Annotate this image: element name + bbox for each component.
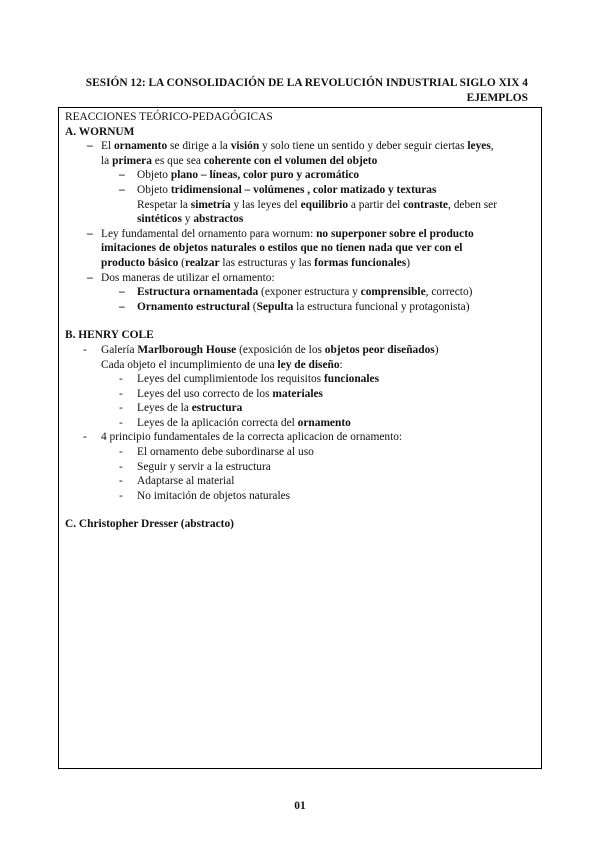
list-item [65, 300, 535, 315]
text: Respetar la [137, 198, 191, 211]
list-item [65, 401, 535, 416]
text-bold: plano – líneas, color puro y acromático [170, 169, 360, 182]
dash-bullet: – [87, 271, 93, 284]
text: Ley fundamental del ornamento para wornum: [101, 227, 317, 240]
text: Adaptarse al material [137, 475, 235, 488]
dash-bullet: - [119, 402, 123, 415]
dash-bullet: - [83, 431, 87, 444]
text: y solo tiene un sentido y deber seguir ciertas [259, 140, 468, 153]
text: No imitación de objetos naturales [137, 489, 291, 502]
dash-bullet: - [83, 343, 87, 356]
text-bold: objetos peor diseñados [324, 343, 435, 356]
list-item [65, 387, 535, 402]
list-item [65, 343, 535, 372]
text-bold: sintéticos [137, 213, 182, 226]
text-bold: simetría [190, 198, 231, 211]
section-wornum-label: A. WORNUM [65, 125, 135, 138]
text: Leyes del uso correcto de los [137, 387, 273, 400]
wornum-sublist [65, 168, 535, 226]
text: Leyes del cumplimientode los requisitos [137, 373, 324, 386]
text-bold: ornamento [113, 140, 168, 153]
text: Galería [101, 343, 138, 356]
text: , correcto) [425, 286, 473, 299]
text: : [339, 358, 343, 371]
text-bold: funcionales [323, 373, 380, 386]
text: y las leyes del [230, 198, 301, 211]
list-item [65, 489, 535, 504]
text: es que sea [151, 154, 204, 167]
text: Cada objeto el incumplimiento de una [101, 358, 278, 371]
text-bold: materiales [272, 387, 323, 400]
text-bold: imitaciones de objetos naturales o estilos que no tienen nada que ver con el [101, 242, 463, 255]
text: y [181, 213, 194, 226]
text: Leyes de la [137, 402, 192, 415]
text: Seguir y servir a la estructura [137, 460, 271, 473]
dash-bullet: - [119, 387, 123, 400]
wornum-sublist-2 [65, 285, 535, 314]
dash-bullet: – [119, 300, 125, 313]
text: la [101, 154, 113, 167]
text: Objeto [137, 183, 171, 196]
dash-bullet: - [119, 460, 123, 473]
text: 4 principio fundamentales de la correcta aplicacion de ornamento: [101, 431, 403, 444]
cole-sublist [65, 372, 535, 430]
list-item [65, 139, 535, 168]
text-bold: contraste [403, 198, 448, 211]
list-item [65, 460, 535, 475]
text-bold: equilibrio [300, 198, 349, 211]
dash-bullet: – [119, 183, 125, 196]
list-item [65, 271, 535, 286]
text: ( [249, 300, 257, 313]
text: , [490, 140, 494, 153]
text: Leyes de la aplicación correcta del [137, 416, 298, 429]
wornum-list [65, 139, 535, 168]
text: , deben ser [448, 198, 498, 211]
text-bold: Sepulta [256, 300, 294, 313]
text: Dos maneras de utilizar el ornamento: [101, 271, 275, 284]
page-title [60, 76, 528, 105]
text: ( [178, 256, 185, 269]
text: a partir del [348, 198, 404, 211]
dash-bullet: – [119, 286, 125, 299]
list-item [65, 416, 535, 431]
section-dresser-label: C. Christopher Dresser (abstracto) [65, 518, 234, 531]
list-item [65, 183, 535, 227]
list-item [65, 372, 535, 387]
dash-bullet: - [119, 446, 123, 459]
text-bold: producto básico [101, 256, 179, 269]
section-cole-label: B. HENRY COLE [65, 329, 154, 342]
text-bold: abstractos [193, 213, 244, 226]
list-item [65, 227, 535, 271]
text: (exponer estructura y [258, 286, 361, 299]
text: las estructuras y las [219, 256, 315, 269]
text-bold: Estructura ornamentada [137, 286, 259, 299]
page-number: 01 [294, 800, 306, 812]
text-bold: estructura [191, 402, 243, 415]
dash-bullet: - [119, 489, 123, 502]
title-line-2: EJEMPLOS [466, 91, 528, 104]
text-bold: ornamento [297, 416, 351, 429]
list-item [65, 430, 535, 445]
text-bold: ley de diseño [277, 358, 340, 371]
text-bold: primera [112, 154, 152, 167]
text-bold: tridimensional – volúmenes , color matizado y texturas [170, 183, 437, 196]
dash-bullet: – [119, 169, 125, 182]
list-item [65, 474, 535, 489]
text: se dirige a la [167, 140, 231, 153]
text-bold: comprensible [360, 286, 426, 299]
dash-bullet: - [119, 416, 123, 429]
dash-bullet: – [87, 227, 93, 240]
cole-list-2 [65, 430, 535, 445]
text: Objeto [137, 169, 171, 182]
text: la estructura funcional y protagonista) [293, 300, 470, 313]
cole-list [65, 343, 535, 372]
text: El [101, 140, 114, 153]
dash-bullet: - [119, 475, 123, 488]
text-bold: coherente con el volumen del objeto [203, 154, 378, 167]
list-item [65, 168, 535, 183]
text-bold: realzar [184, 256, 220, 269]
text-bold: no superponer sobre el producto [316, 227, 474, 240]
dash-bullet: – [87, 140, 93, 153]
text-bold: formas funcionales [314, 256, 407, 269]
title-line-1: SESIÓN 12: LA CONSOLIDACIÓN DE LA REVOLUCIÓN INDUSTRIAL SIGLO XIX 4 [85, 77, 528, 89]
text-bold: Ornamento estructural [137, 300, 250, 313]
text: (exposición de los [236, 343, 325, 356]
list-item [65, 285, 535, 300]
dash-bullet: - [119, 373, 123, 386]
content-box [58, 107, 542, 769]
cole-principles-list [65, 445, 535, 503]
text-bold: Marlborough House [137, 343, 237, 356]
text-bold: visión [230, 140, 260, 153]
list-item [65, 445, 535, 460]
wornum-list-2 [65, 227, 535, 285]
text: ) [434, 343, 439, 356]
text-bold: leyes [467, 140, 491, 153]
box-heading: REACCIONES TEÓRICO-PEDAGÓGICAS [65, 111, 273, 123]
text: El ornamento debe subordinarse al uso [137, 446, 314, 459]
text: ) [406, 256, 411, 269]
